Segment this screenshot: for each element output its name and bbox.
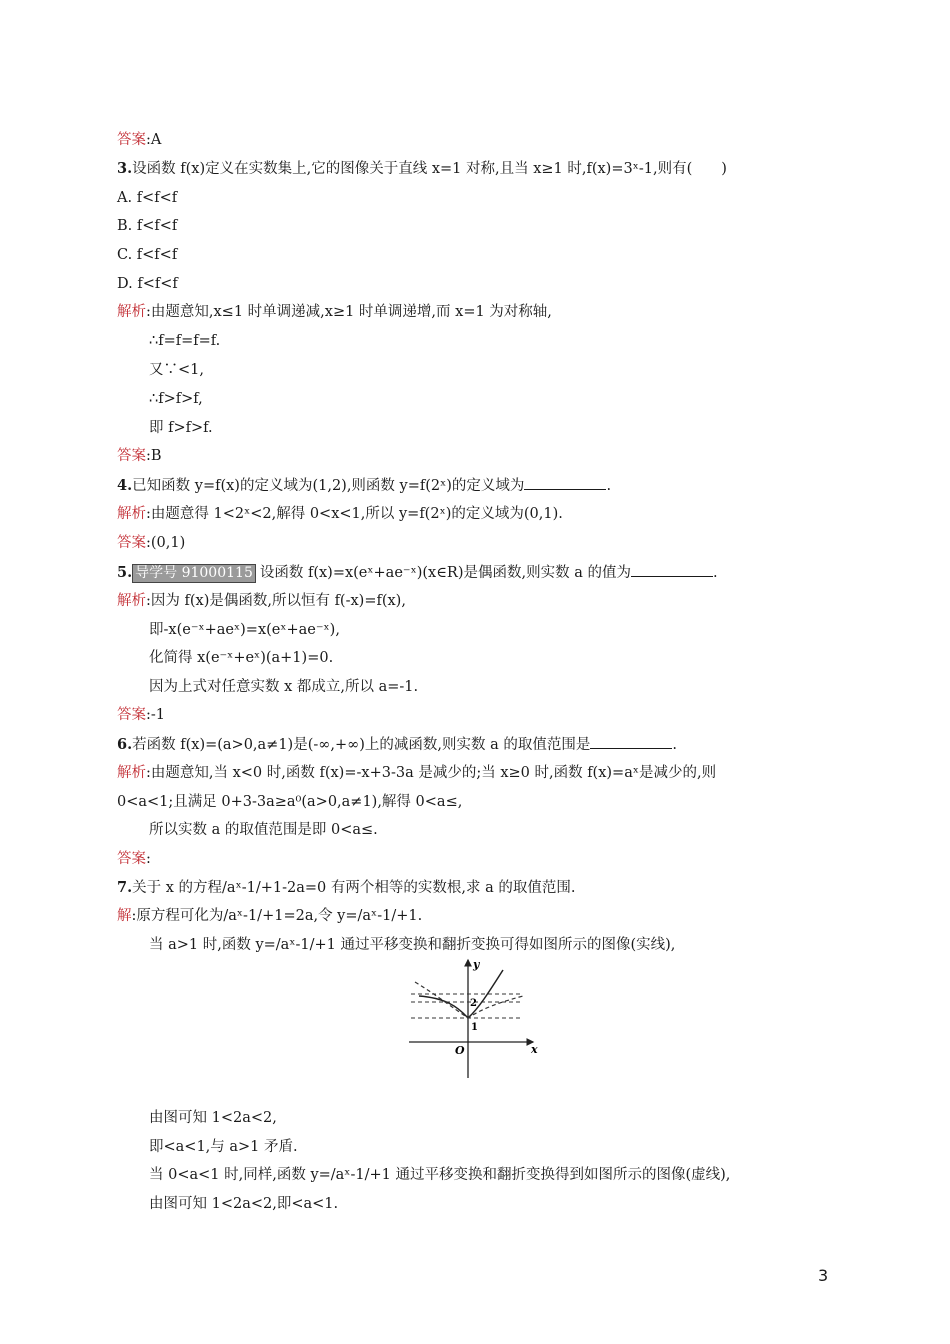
analysis-label: 解析 xyxy=(117,304,146,320)
question-text: 已知函数 y=f(x)的定义域为(1,2),则函数 y=f(2ˣ)的定义域为 xyxy=(132,478,525,494)
answer-line xyxy=(117,533,185,553)
analysis-step: 所以实数 a 的取值范围是即 0<a≤. xyxy=(149,822,378,838)
question-6 xyxy=(117,734,677,755)
analysis-step: ∴f>f>f, xyxy=(149,391,203,407)
analysis-line xyxy=(117,302,552,322)
option-a: A. f<f<f xyxy=(117,190,178,206)
answer-label: 答案 xyxy=(117,851,146,867)
dashed-curve xyxy=(415,982,523,1018)
tick-label-2: 2 xyxy=(470,998,477,1009)
analysis-text: :由题意知,x≤1 时单调递减,x≥1 时单调递增,而 x=1 为对称轴, xyxy=(146,304,552,320)
answer-text: :B xyxy=(146,448,162,464)
question-number: 5. xyxy=(117,564,133,581)
solution-step: 即<a<1,与 a>1 矛盾. xyxy=(149,1139,298,1155)
page-number: 3 xyxy=(818,1266,829,1285)
answer-line xyxy=(117,446,162,466)
x-axis-label: x xyxy=(531,1043,538,1056)
y-axis-label: y xyxy=(473,958,480,971)
solution-step: 当 a>1 时,函数 y=/aˣ-1/+1 通过平移变换和翻折变换可得如图所示的图像(实线), xyxy=(149,937,676,953)
solution-label: 解 xyxy=(117,908,132,924)
answer-label: 答案 xyxy=(117,535,146,551)
answer-blank xyxy=(631,562,713,577)
question-5 xyxy=(117,562,718,583)
analysis-step: 即-x(e⁻ˣ+aeˣ)=x(eˣ+ae⁻ˣ), xyxy=(149,622,340,638)
analysis-text: :由题意知,当 x<0 时,函数 f(x)=-x+3-3a 是减少的;当 x≥0 时,函数 f(x)=aˣ是减少的,则 xyxy=(146,765,717,781)
answer-text: : xyxy=(146,851,151,867)
question-end: . xyxy=(672,737,677,753)
answer-line xyxy=(117,849,151,869)
question-3 xyxy=(117,159,727,179)
answer-blank xyxy=(590,734,672,749)
function-graph xyxy=(405,956,555,1082)
question-4 xyxy=(117,475,611,496)
option-c: C. f<f<f xyxy=(117,247,178,263)
analysis-label: 解析 xyxy=(117,506,146,522)
analysis-step: 又∵<1, xyxy=(149,362,204,378)
solution-step: 当 0<a<1 时,同样,函数 y=/aˣ-1/+1 通过平移变换和翻折变换得到如图所示的图像(虚线), xyxy=(149,1167,731,1183)
question-number: 3. xyxy=(117,160,133,177)
analysis-text: :因为 f(x)是偶函数,所以恒有 f(-x)=f(x), xyxy=(146,593,406,609)
analysis-continuation: 0<a<1;且满足 0+3-3a≥a⁰(a>0,a≠1),解得 0<a≤, xyxy=(117,794,463,810)
question-7 xyxy=(117,878,575,898)
analysis-line xyxy=(117,504,563,524)
analysis-line xyxy=(117,763,716,783)
question-text: 若函数 f(x)=(a>0,a≠1)是(-∞,+∞)上的减函数,则实数 a 的取值范围是 xyxy=(132,737,591,753)
solution-step: 由图可知 1<2a<2, xyxy=(149,1110,277,1126)
answer-label: 答案 xyxy=(117,448,146,464)
solution-step: 由图可知 1<2a<2,即<a<1. xyxy=(149,1196,339,1212)
answer-text: :-1 xyxy=(146,707,166,723)
option-b: B. f<f<f xyxy=(117,218,178,234)
option-d: D. f<f<f xyxy=(117,276,178,292)
question-number: 6. xyxy=(117,736,133,753)
question-end: . xyxy=(606,478,612,494)
guide-number-tag: 导学号 91000115 xyxy=(132,564,256,583)
question-text: 设函数 f(x)=x(eˣ+ae⁻ˣ)(x∈R)是偶函数,则实数 a 的值为 xyxy=(259,565,631,581)
analysis-step: ∴f=f=f=f. xyxy=(149,333,221,349)
analysis-label: 解析 xyxy=(117,765,146,781)
answer-line xyxy=(117,705,165,725)
answer-line xyxy=(117,130,161,150)
answer-text: :(0,1) xyxy=(146,535,186,551)
question-text: 设函数 f(x)定义在实数集上,它的图像关于直线 x=1 对称,且当 x≥1 时,f(x)=3ˣ-1,则有( ) xyxy=(132,161,727,177)
answer-label: 答案 xyxy=(117,132,146,148)
analysis-step: 化简得 x(e⁻ˣ+eˣ)(a+1)=0. xyxy=(149,650,334,666)
solution-text: :原方程可化为/aˣ-1/+1=2a,令 y=/aˣ-1/+1. xyxy=(131,908,423,924)
analysis-label: 解析 xyxy=(117,593,146,609)
origin-label: O xyxy=(455,1044,465,1057)
analysis-step: 因为上式对任意实数 x 都成立,所以 a=-1. xyxy=(149,679,419,695)
analysis-text: :由题意得 1<2ˣ<2,解得 0<x<1,所以 y=f(2ˣ)的定义域为(0,1). xyxy=(146,506,563,522)
question-text: 关于 x 的方程/aˣ-1/+1-2a=0 有两个相等的实数根,求 a 的取值范围. xyxy=(132,880,576,896)
answer-label: 答案 xyxy=(117,707,146,723)
answer-blank xyxy=(524,475,606,490)
question-number: 4. xyxy=(117,477,133,494)
question-end: . xyxy=(712,565,718,581)
analysis-step: 即 f>f>f. xyxy=(149,420,213,436)
analysis-line xyxy=(117,591,406,611)
solution-line xyxy=(117,906,422,926)
answer-text: :A xyxy=(146,132,162,148)
tick-label-1: 1 xyxy=(471,1022,478,1033)
question-number: 7. xyxy=(117,879,133,896)
